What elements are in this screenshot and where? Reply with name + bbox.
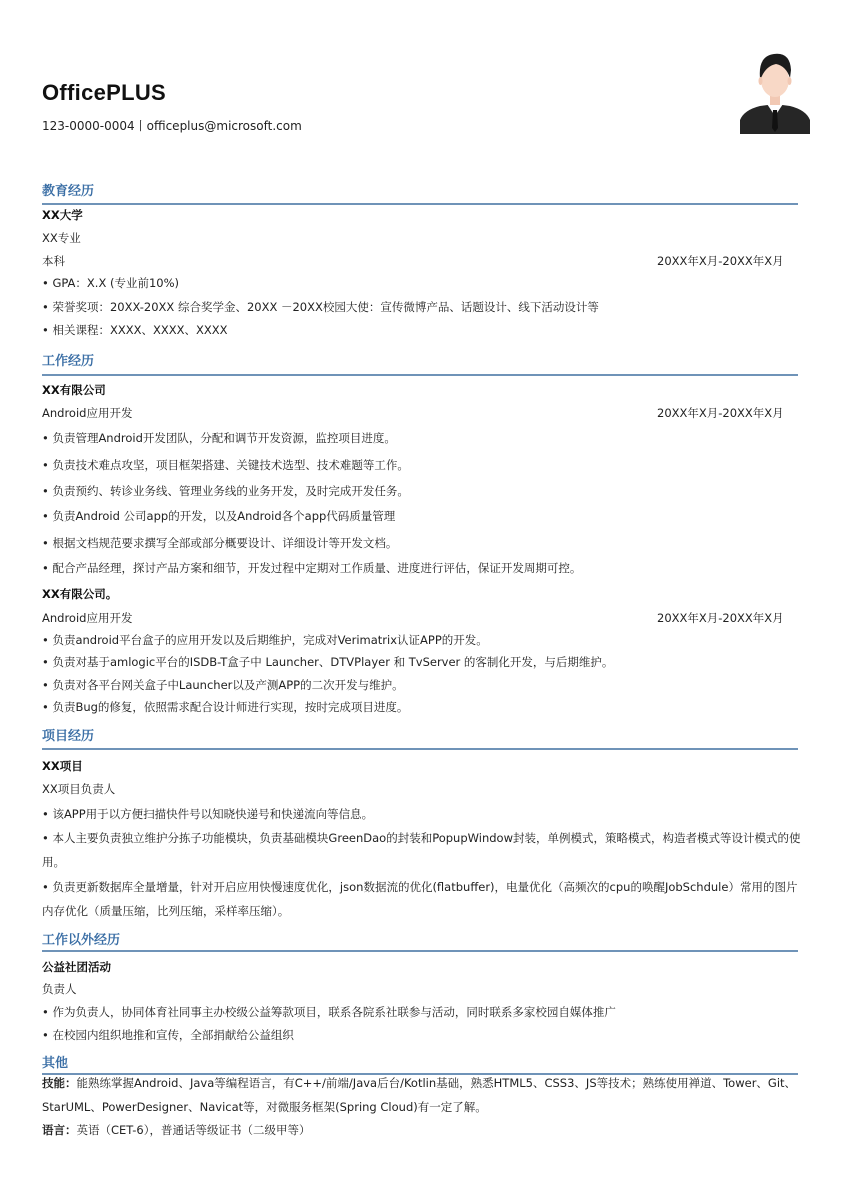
list-item: • 负责Bug的修复，依照需求配合设计师进行实现，按时完成项目进度。 (42, 700, 409, 714)
language-text: 英语（CET-6），普通话等级证书（二级甲等） (76, 1123, 311, 1137)
section-title-extra: 工作以外经历 (42, 933, 121, 948)
section-divider (42, 950, 798, 952)
org-name: 公益社团活动 (42, 960, 111, 974)
list-item: • 负责对基于amlogic平台的ISDB-T盒子中 Launcher、DTVPlayer 和 TvServer 的客制化开发，与后期维护。 (42, 655, 614, 669)
job-date: 20XX年X月-20XX年X月 (657, 611, 784, 625)
list-item: • 负责预约、转诊业务线、管理业务线的业务开发，及时完成开发任务。 (42, 484, 409, 498)
section-title-education: 教育经历 (42, 184, 95, 199)
section-divider (42, 748, 798, 750)
list-item: • 荣誉奖项：20XX-20XX 综合奖学金、20XX －20XX校园大使：宣传微博产品、话题设计、线下活动设计等 (42, 300, 599, 314)
language-label: 语言： (42, 1123, 77, 1137)
list-item: • 作为负责人，协同体育社同事主办校级公益筹款项目，联系各院系社联参与活动，同时联系多家校园自媒体推广 (42, 1005, 616, 1019)
list-item: • 根据文档规范要求撰写全部或部分概要设计、详细设计等开发文档。 (42, 536, 398, 550)
org-role: 负责人 (42, 982, 77, 996)
language-line (42, 1122, 310, 1138)
list-item: • 该APP用于以方便扫描快件号以知晓快递号和快递流向等信息。 (42, 807, 374, 821)
skills-label: 技能： (42, 1076, 77, 1090)
project-name: XX项目 (42, 759, 83, 773)
list-item: • 负责更新数据库全量增量，针对开启应用快慢速度优化，json数据流的优化(flatbuffer)，电量优化（高频次的cpu的唤醒JobSchdule）常用的图片内存优化（质量压缩，比列压缩，采样率压缩）。 (42, 880, 798, 918)
company-name: XX有限公司 (42, 383, 106, 397)
section-divider (42, 374, 798, 376)
company-name: XX有限公司。 (42, 587, 118, 601)
list-item: • GPA：X.X (专业前10%) (42, 276, 180, 290)
education-date: 20XX年X月-20XX年X月 (657, 254, 784, 268)
school-name: XX大学 (42, 208, 83, 222)
candidate-name: OfficePLUS (42, 80, 167, 105)
section-divider (42, 203, 798, 205)
list-item: • 本人主要负责独立维护分拣子功能模块，负责基础模块GreenDao的封装和PopupWindow封装，单例模式，策略模式，构造者模式等设计模式的使用。 (42, 831, 801, 869)
section-title-other: 其他 (42, 1056, 69, 1071)
list-item: • 负责Android 公司app的开发，以及Android各个app代码质量管理 (42, 509, 396, 523)
list-item: • 相关课程：XXXX、XXXX、XXXX (42, 323, 228, 337)
major: XX专业 (42, 231, 81, 245)
skills-paragraph (42, 1071, 806, 1119)
list-item: • 在校园内组织地推和宣传，全部捐献给公益组织 (42, 1028, 294, 1042)
list-item: • 配合产品经理，探讨产品方案和细节，开发过程中定期对工作质量、进度进行评估，保证开发周期可控。 (42, 561, 582, 575)
list-item: • 负责android平台盒子的应用开发以及后期维护，完成对Verimatrix认证APP的开发。 (42, 633, 488, 647)
job-role: Android应用开发 (42, 406, 133, 420)
avatar (740, 44, 810, 134)
project-role: XX项目负责人 (42, 782, 116, 796)
degree: 本科 (42, 254, 65, 268)
contact-info: 123-0000-0004丨officeplus@microsoft.com (42, 119, 302, 133)
list-item: • 负责管理Android开发团队，分配和调节开发资源，监控项目进度。 (42, 431, 396, 445)
job-date: 20XX年X月-20XX年X月 (657, 406, 784, 420)
skills-text: 能熟练掌握Android、Java等编程语言，有C++/前端/Java后台/Kotlin基础，熟悉HTML5、CSS3、JS等技术；熟练使用禅道、Tower、Git、StarUML、PowerDesigner、Navicat等，对微服务框架(Spring Cloud)有一定了解。 (42, 1076, 797, 1114)
section-title-project: 项目经历 (42, 729, 95, 744)
job-role: Android应用开发 (42, 611, 133, 625)
list-item: • 负责技术难点攻坚，项目框架搭建、关键技术选型、技术难题等工作。 (42, 458, 409, 472)
section-title-work: 工作经历 (42, 354, 95, 369)
list-item: • 负责对各平台网关盒子中Launcher以及产测APP的二次开发与维护。 (42, 678, 404, 692)
